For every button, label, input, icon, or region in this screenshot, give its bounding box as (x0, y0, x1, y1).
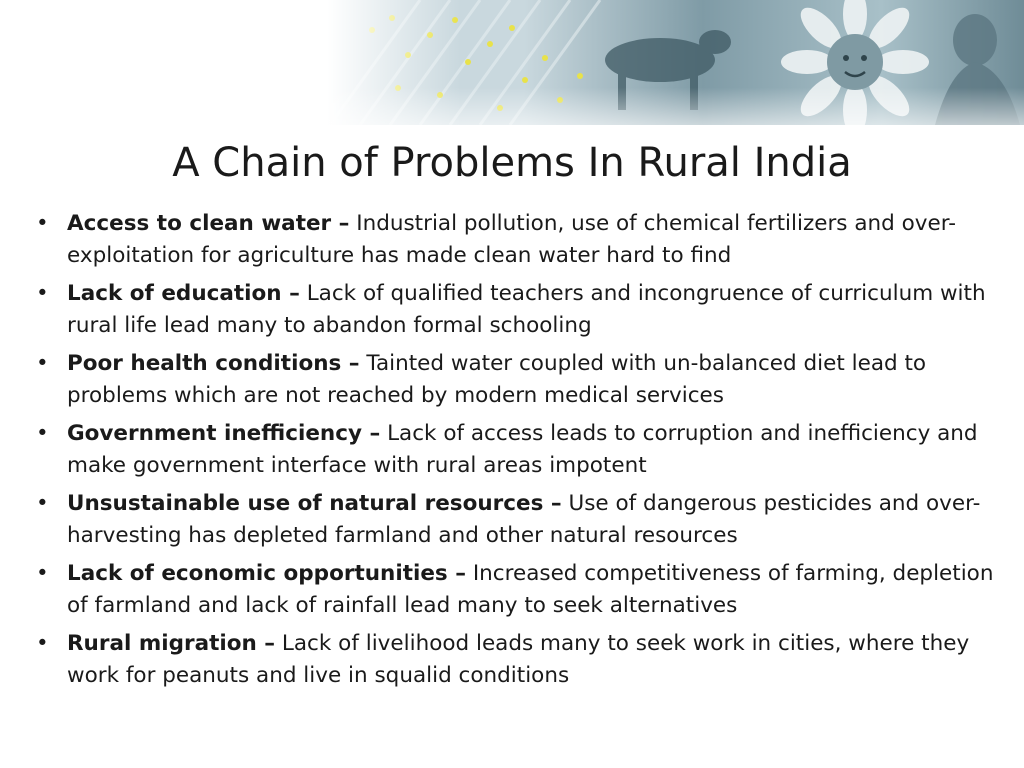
item-heading: Unsustainable use of natural resources – (67, 491, 562, 516)
list-item (36, 208, 996, 272)
list-item (36, 418, 996, 482)
bullet-icon: • (36, 281, 49, 306)
item-heading: Poor health conditions – (67, 351, 360, 376)
list-item (36, 488, 996, 552)
bullet-icon: • (36, 561, 49, 586)
bullet-icon: • (36, 351, 49, 376)
item-text: Tainted water coupled with un-balanced diet lead to problems which are not reached by modern medical services (67, 351, 927, 408)
list-item (36, 348, 996, 412)
slide-title: A Chain of Problems In Rural India (172, 140, 852, 186)
item-text: Lack of qualified teachers and incongruence of curriculum with rural life lead many to abandon formal schooling (67, 281, 986, 338)
bullet-icon: • (36, 421, 49, 446)
item-text: Lack of access leads to corruption and inefficiency and make government interface with rural areas impotent (67, 421, 978, 478)
item-text: Lack of livelihood leads many to seek work in cities, where they work for peanuts and live in squalid conditions (67, 631, 970, 688)
item-text: Use of dangerous pesticides and over-harvesting has depleted farmland and other natural resources (67, 491, 981, 548)
bullet-icon: • (36, 631, 49, 656)
list-item (36, 278, 996, 342)
item-text: Increased competitiveness of farming, depletion of farmland and lack of rainfall lead many to seek alternatives (67, 561, 994, 618)
item-heading: Lack of education – (67, 281, 300, 306)
item-text: Industrial pollution, use of chemical fertilizers and over-exploitation for agriculture has made clean water hard to find (67, 211, 956, 268)
item-heading: Rural migration – (67, 631, 276, 656)
item-heading: Government inefficiency – (67, 421, 381, 446)
bullet-icon: • (36, 211, 49, 236)
item-heading: Access to clean water – (67, 211, 350, 236)
list-item (36, 628, 996, 692)
list-item (36, 558, 996, 622)
header-banner-image (0, 0, 1024, 125)
item-heading: Lack of economic opportunities – (67, 561, 466, 586)
bullet-icon: • (36, 491, 49, 516)
problem-list (36, 208, 996, 698)
